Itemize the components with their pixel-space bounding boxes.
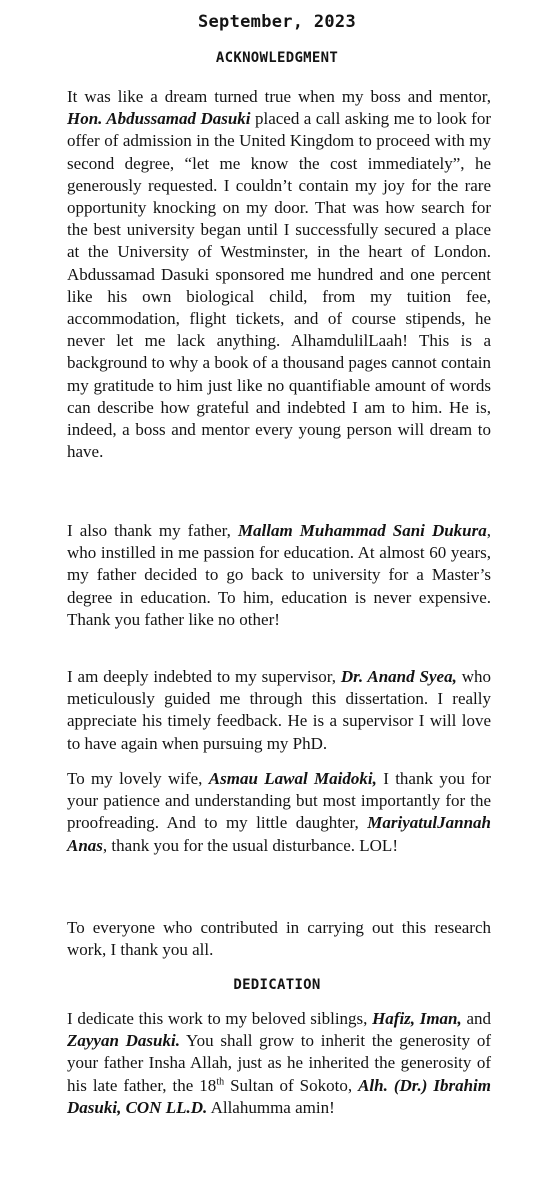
acknowledgment-paragraph-family [67,768,491,857]
daughter-name: MariyatulJannah Anas [67,813,491,855]
paragraph-text: , who instilled in me passion for education. At almost 60 years, my father decided to go back to university for a Master’s degree in education. To him, education is never expensive. Thank you father like no other! [67,521,491,629]
paragraph-text: To my lovely wife, [67,769,209,788]
paragraph-text: and [461,1009,491,1028]
acknowledgment-paragraph-everyone: To everyone who contributed in carrying out this research work, I thank you all. [67,918,491,960]
acknowledgment-paragraph-father [67,520,491,631]
acknowledgment-paragraph-boss [67,86,491,463]
paragraph-text: I am deeply indebted to my supervisor, [67,667,341,686]
dedication-paragraph [67,1008,491,1119]
paragraph-text: Allahumma amin! [207,1097,335,1117]
acknowledgment-heading: ACKNOWLEDGMENT [215,50,339,66]
paragraph-text: Sultan of Sokoto, [224,1075,359,1095]
sultan-name: Alh. (Dr.) Ibrahim Dasuki, CON LL.D. [67,1075,491,1117]
paragraph-text: , thank you for the usual disturbance. LOL! [102,835,398,855]
paragraph-text: who meticulously guided me through this dissertation. I really appreciate his timely feedback. He is a supervisor I will love to have again when pursuing my PhD. [67,667,492,753]
acknowledgment-paragraph-supervisor [67,666,491,755]
paragraph-text: You shall grow to inherit the generosity of your father Insha Allah, just as he inherited the generosity of his late father, the 18 [67,1031,491,1095]
dedication-heading: DEDICATION [233,977,321,993]
paragraph-text: I dedicate this work to my beloved siblings, [67,1009,373,1028]
ordinal-suffix: th [216,1075,225,1087]
paragraph-text: placed a call asking me to look for offer of admission in the United Kingdom to proceed with my second degree, “let me know the cost immediately”, he generously requested. I couldn’t contain my joy for the rare opportunity knocking on my door. That was how search for the best university began until I successfully secured a place at the University of Westminster, in the heart of London. Abdussamad Dasuki sponsored me hundred and one percent like his own biological child, from my tuition fee, accommodation, flight tickets, and of course stipends, he never let me lack anything. AlhamdulilLaah! This is a background to why a book of a thousand pages cannot contain my gratitude to him just like no quantifiable amount of words can describe how grateful and indebted I am to him. He is, indeed, a boss and mentor every young person will dream to have. [67,109,491,462]
paragraph-text: I also thank my father, [67,521,238,540]
supervisor-name: Dr. Anand Syea, [340,667,457,686]
sibling-names: Hafiz, Iman, [372,1009,462,1028]
father-name: Mallam Muhammad Sani Dukura [237,521,487,540]
wife-name: Asmau Lawal Maidoki, [208,769,377,788]
boss-name: Hon. Abdussamad Dasuki [67,109,251,129]
sibling-name-zayyan: Zayyan Dasuki. [67,1031,180,1051]
paragraph-text: I thank you for your patience and understanding but most importantly for the proofreading. And to my little daughter, [67,769,491,833]
paragraph-text: It was like a dream turned true when my boss and mentor, [67,87,491,106]
date-line: September, 2023 [197,12,357,32]
